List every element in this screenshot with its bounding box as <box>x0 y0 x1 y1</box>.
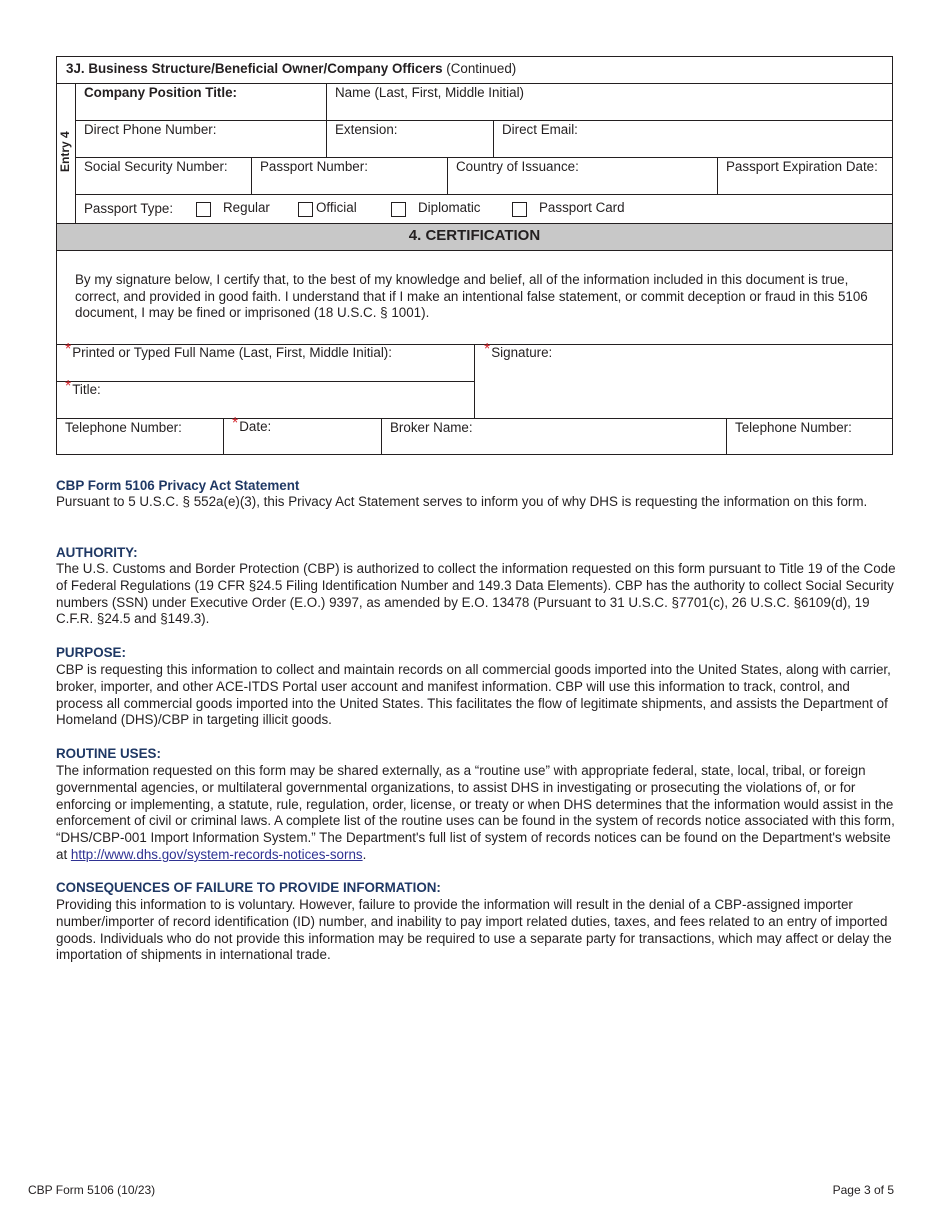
consequences-heading: CONSEQUENCES OF FAILURE TO PROVIDE INFORMATION: <box>56 880 441 895</box>
required-mark: * <box>484 341 491 358</box>
telephone-field[interactable]: Telephone Number: <box>65 420 182 435</box>
routine-uses-text <box>56 763 896 864</box>
company-position-title-field[interactable]: Company Position Title: <box>84 85 238 100</box>
purpose-text: CBP is requesting this information to collect and maintain records on all commercial goods imported into the United States, along with carrier, broker, importer, and other ACE-ITDS Portal user account and manifest information. CBP will use this information to track, control, and process all commercial goods imported into the United States. This facilitates the flow of legitimate shipments, and assists the Department of Homeland (DHS)/CBP in targeting illicit goods. <box>56 662 891 728</box>
page-number: Page 3 of 5 <box>832 1183 894 1197</box>
passport-expiration-field[interactable]: Passport Expiration Date: <box>726 159 878 174</box>
certification-title: 4. CERTIFICATION <box>408 227 541 244</box>
title-field[interactable] <box>65 378 101 398</box>
passport-diplomatic-label: Diplomatic <box>418 200 481 215</box>
form-id: CBP Form 5106 (10/23) <box>28 1183 156 1197</box>
broker-name-field[interactable]: Broker Name: <box>390 420 473 435</box>
name-field[interactable]: Name (Last, First, Middle Initial) <box>335 85 525 100</box>
divider <box>56 250 893 251</box>
date-field[interactable] <box>232 415 272 435</box>
divider <box>717 157 718 194</box>
divider <box>56 83 893 84</box>
divider <box>56 381 475 382</box>
divider <box>447 157 448 194</box>
consequences-text: Providing this information to is voluntary. However, failure to provide the information will result in the denial of a CBP-assigned importer number/importer of record identification (ID) number, and inability to pay import related duties, taxes, and fees related to an entry of imported goods. Individuals who do not provide this information may be required to use a separate party for transactions, which may affect or delay the importation of shipments in international trade. <box>56 897 892 963</box>
extension-field[interactable]: Extension: <box>335 122 398 137</box>
purpose-heading: PURPOSE: <box>56 645 126 660</box>
entry-column-divider <box>75 83 76 223</box>
passport-card-checkbox[interactable] <box>512 202 527 217</box>
sorns-link[interactable]: http://www.dhs.gov/system-records-notices-sorns <box>70 846 363 862</box>
divider <box>75 120 893 121</box>
section-3j-title <box>66 61 516 77</box>
signature-label: Signature: <box>491 345 553 360</box>
authority-heading: AUTHORITY: <box>56 545 138 560</box>
section-3j-title-bold: 3J. Business Structure/Beneficial Owner/Company Officers <box>66 61 443 76</box>
divider <box>223 418 224 455</box>
passport-regular-label: Regular <box>223 200 270 215</box>
required-mark: * <box>65 341 72 358</box>
ssn-field[interactable]: Social Security Number: <box>84 159 228 174</box>
date-label: Date: <box>239 419 272 434</box>
privacy-heading: CBP Form 5106 Privacy Act Statement <box>56 478 300 493</box>
entry-label: Entry 4 <box>58 131 72 172</box>
divider <box>75 157 893 158</box>
required-mark: * <box>232 415 239 432</box>
passport-card-label: Passport Card <box>539 200 625 215</box>
divider <box>726 418 727 455</box>
routine-uses-heading: ROUTINE USES: <box>56 746 161 761</box>
passport-number-field[interactable]: Passport Number: <box>260 159 368 174</box>
section-3j-title-continued: (Continued) <box>442 61 517 76</box>
direct-phone-field[interactable]: Direct Phone Number: <box>84 122 217 137</box>
broker-telephone-field[interactable]: Telephone Number: <box>735 420 852 435</box>
certification-statement: By my signature below, I certify that, to the best of my knowledge and belief, all of the information included in this document is true, correct, and provided in good faith. I understand that if I make an intentional false statement, or commit deception or fraud in this 5106 document, I may be fined or imprisoned (18 U.S.C. § 1001). <box>75 272 868 321</box>
printed-name-label: Printed or Typed Full Name (Last, First, Middle Initial): <box>72 345 392 360</box>
passport-type-label: Passport Type: <box>84 201 174 216</box>
divider <box>251 157 252 194</box>
country-of-issuance-field[interactable]: Country of Issuance: <box>456 159 579 174</box>
required-mark: * <box>65 378 72 395</box>
privacy-intro: Pursuant to 5 U.S.C. § 552a(e)(3), this Privacy Act Statement serves to inform you of why DHS is requesting the information on this form. <box>56 494 868 509</box>
authority-text: The U.S. Customs and Border Protection (CBP) is authorized to collect the information requested on this form pursuant to Title 19 of the Code of Federal Regulations (19 CFR §24.5 Filing Identification Number and 149.3 Data Elements). CBP has the authority to collect Social Security numbers (SSN) under Executive Order (E.O.) 9397, as amended by E.O. 13478 (Pursuant to 31 U.S.C. §7701(c), 26 U.S.C. §6109(d), 19 C.F.R. §24.5 and §149.3). <box>56 561 896 627</box>
divider <box>56 418 893 419</box>
routine-uses-body: The information requested on this form may be shared externally, as a “routine use” with appropriate federal, state, local, tribal, or foreign governmental agencies, or multilateral governmental organizations, to assist DHS in investigating or prosecuting the violations of, or for enforcing or implementing, a statute, rule, regulation, order, license, or treaty or when DHS determines that the information would assist in the enforcement of civil or criminal laws. A complete list of the routine uses can be found in the system of records notice associated with this form, “DHS/CBP-001 Import Information System.” The Department's full list of system of records notices can be found on the Department's website at <box>56 763 895 862</box>
divider <box>493 120 494 157</box>
divider <box>381 418 382 455</box>
routine-uses-end: . <box>362 846 367 862</box>
title-label: Title: <box>72 382 101 397</box>
signature-field[interactable] <box>484 341 553 361</box>
passport-diplomatic-checkbox[interactable] <box>391 202 406 217</box>
printed-name-field[interactable] <box>65 341 392 361</box>
direct-email-field[interactable]: Direct Email: <box>502 122 578 137</box>
divider <box>75 194 893 195</box>
passport-regular-checkbox[interactable] <box>196 202 211 217</box>
passport-official-label: Official <box>316 200 357 215</box>
passport-official-checkbox[interactable] <box>298 202 313 217</box>
